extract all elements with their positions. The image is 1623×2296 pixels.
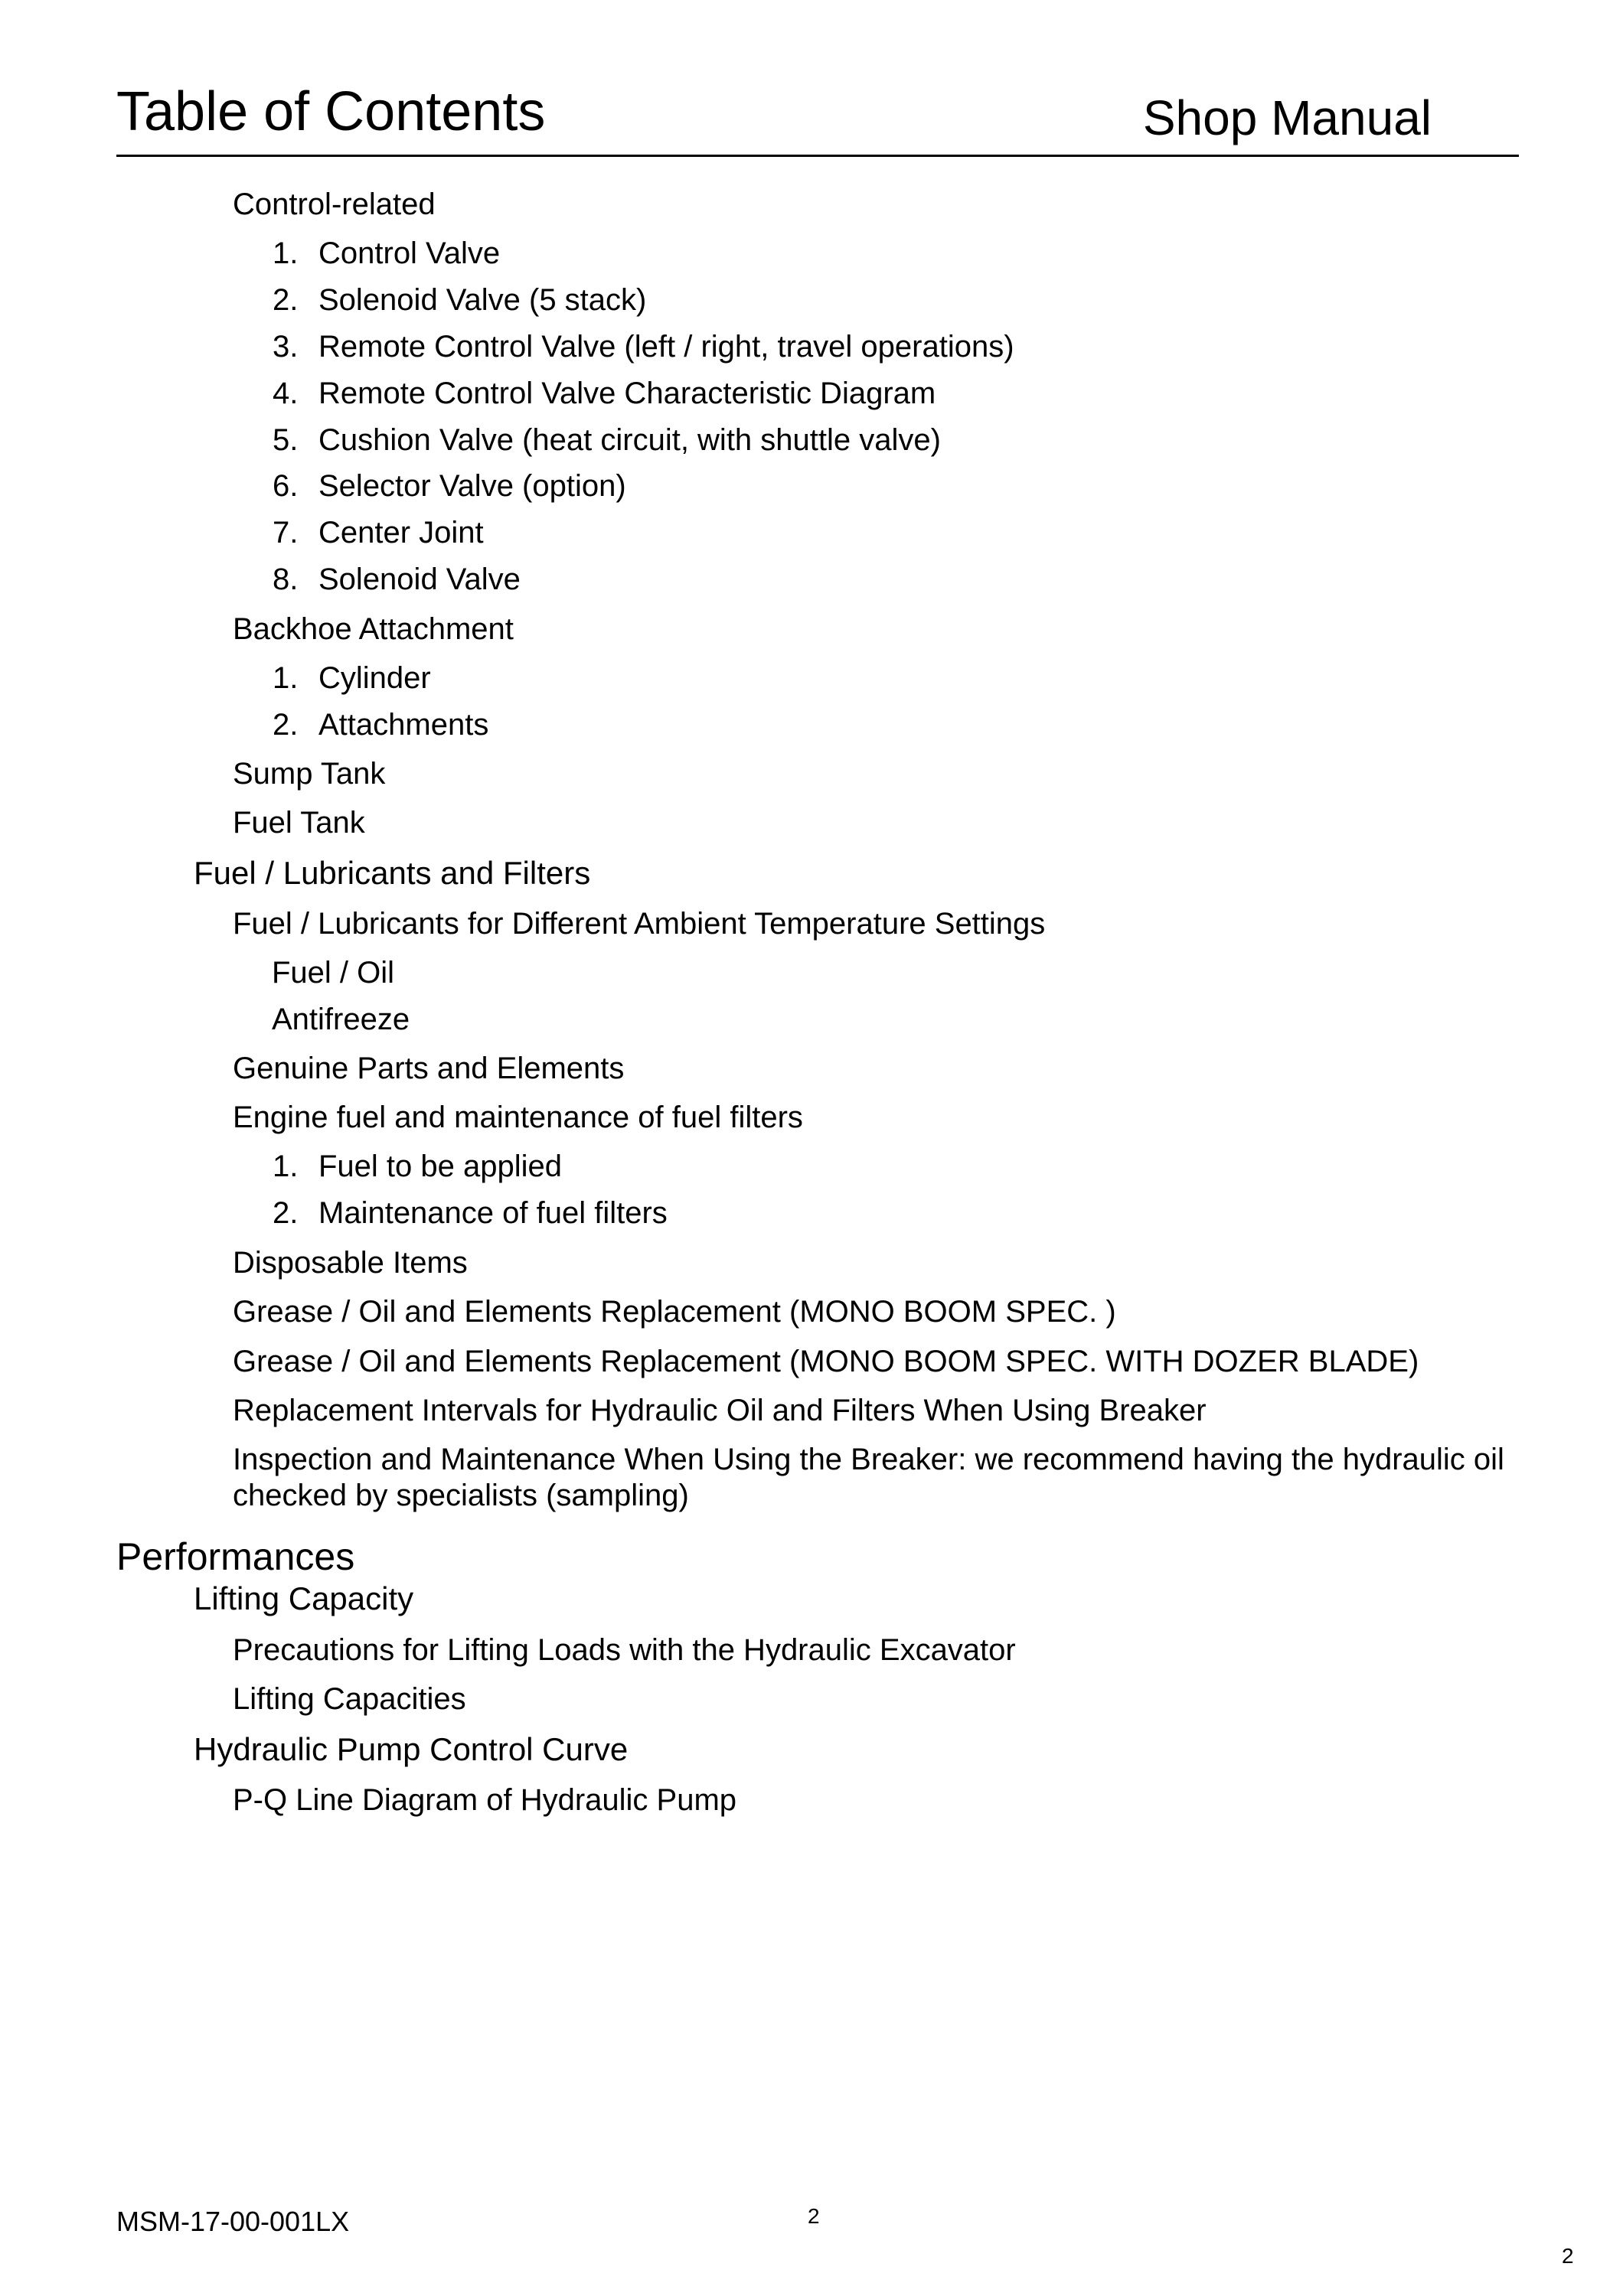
toc-entry-replacement-intervals-breaker[interactable]: Replacement Intervals for Hydraulic Oil and Filters When Using Breaker bbox=[233, 1394, 1207, 1427]
toc-entry-center-joint[interactable]: Center Joint bbox=[318, 516, 484, 550]
toc-entry-fuel-to-be-applied[interactable]: Fuel to be applied bbox=[318, 1150, 563, 1183]
toc-item-number: 2. bbox=[273, 1196, 299, 1230]
toc-section-pump-control-curve[interactable]: Hydraulic Pump Control Curve bbox=[194, 1731, 629, 1767]
toc-entry-inspection-breaker[interactable]: Inspection and Maintenance When Using the Breaker: we recommend having the hydraulic oil checked by specialists (sampling) bbox=[233, 1443, 1504, 1513]
toc-entry-remote-control-valve[interactable]: Remote Control Valve (left / right, travel operations) bbox=[318, 330, 1014, 364]
toc-section-fuel-lubricants[interactable]: Fuel / Lubricants and Filters bbox=[194, 855, 591, 891]
toc-chapter-performances[interactable]: Performances bbox=[116, 1535, 355, 1578]
document-number: MSM-17-00-001LX bbox=[116, 2206, 350, 2237]
toc-item-number: 5. bbox=[273, 423, 299, 457]
toc-entry-lifting-capacities[interactable]: Lifting Capacities bbox=[233, 1682, 466, 1716]
toc-entry-cushion-valve[interactable]: Cushion Valve (heat circuit, with shuttle valve) bbox=[318, 423, 941, 457]
toc-item-number: 3. bbox=[273, 330, 299, 364]
toc-item-number: 1. bbox=[273, 1150, 299, 1183]
page-title: Table of Contents bbox=[116, 81, 546, 142]
toc-section-lifting-capacity[interactable]: Lifting Capacity bbox=[194, 1580, 414, 1616]
page-number: 2 bbox=[808, 2204, 820, 2228]
toc-entry-fuel-oil[interactable]: Fuel / Oil bbox=[272, 956, 395, 990]
page-header bbox=[116, 73, 1519, 157]
toc-entry-attachments[interactable]: Attachments bbox=[318, 708, 489, 742]
toc-entry-engine-fuel[interactable]: Engine fuel and maintenance of fuel filters bbox=[233, 1101, 803, 1134]
toc-item-number: 1. bbox=[273, 236, 299, 270]
toc-entry-sump-tank[interactable]: Sump Tank bbox=[233, 757, 386, 791]
toc-entry-lifting-precautions[interactable]: Precautions for Lifting Loads with the Hydraulic Excavator bbox=[233, 1633, 1016, 1667]
toc-entry-control-related[interactable]: Control-related bbox=[233, 188, 436, 221]
toc-entry-grease-dozer-blade[interactable]: Grease / Oil and Elements Replacement (MONO BOOM SPEC. WITH DOZER BLADE) bbox=[233, 1345, 1419, 1378]
toc-entry-solenoid-valve-5-stack[interactable]: Solenoid Valve (5 stack) bbox=[318, 283, 647, 317]
toc-item-number: 2. bbox=[273, 708, 299, 742]
toc-entry-pq-diagram[interactable]: P-Q Line Diagram of Hydraulic Pump bbox=[233, 1783, 737, 1817]
toc-entry-backhoe-attachment[interactable]: Backhoe Attachment bbox=[233, 612, 514, 646]
toc-entry-remote-control-diagram[interactable]: Remote Control Valve Characteristic Diagram bbox=[318, 377, 936, 410]
toc-entry-genuine-parts[interactable]: Genuine Parts and Elements bbox=[233, 1052, 625, 1085]
toc-entry-disposable-items[interactable]: Disposable Items bbox=[233, 1246, 468, 1280]
toc-item-number: 4. bbox=[273, 377, 299, 410]
toc-item-number: 1. bbox=[273, 661, 299, 695]
manual-title: Shop Manual bbox=[1142, 90, 1432, 145]
toc-item-number: 6. bbox=[273, 469, 299, 503]
toc-entry-control-valve[interactable]: Control Valve bbox=[318, 236, 501, 270]
toc-entry-fuel-tank[interactable]: Fuel Tank bbox=[233, 806, 365, 840]
toc-entry-maintenance-fuel-filters[interactable]: Maintenance of fuel filters bbox=[318, 1196, 668, 1230]
toc-entry-ambient-temperature[interactable]: Fuel / Lubricants for Different Ambient Temperature Settings bbox=[233, 907, 1046, 941]
corner-page-number: 2 bbox=[1562, 2244, 1574, 2268]
toc-item-number: 2. bbox=[273, 283, 299, 317]
toc-item-number: 7. bbox=[273, 516, 299, 550]
toc-entry-selector-valve[interactable]: Selector Valve (option) bbox=[318, 469, 626, 503]
toc-entry-solenoid-valve[interactable]: Solenoid Valve bbox=[318, 563, 521, 596]
toc-item-number: 8. bbox=[273, 563, 299, 596]
toc-entry-cylinder[interactable]: Cylinder bbox=[318, 661, 431, 695]
toc-entry-antifreeze[interactable]: Antifreeze bbox=[272, 1003, 410, 1036]
toc-entry-grease-mono-boom[interactable]: Grease / Oil and Elements Replacement (MONO BOOM SPEC. ) bbox=[233, 1295, 1116, 1329]
